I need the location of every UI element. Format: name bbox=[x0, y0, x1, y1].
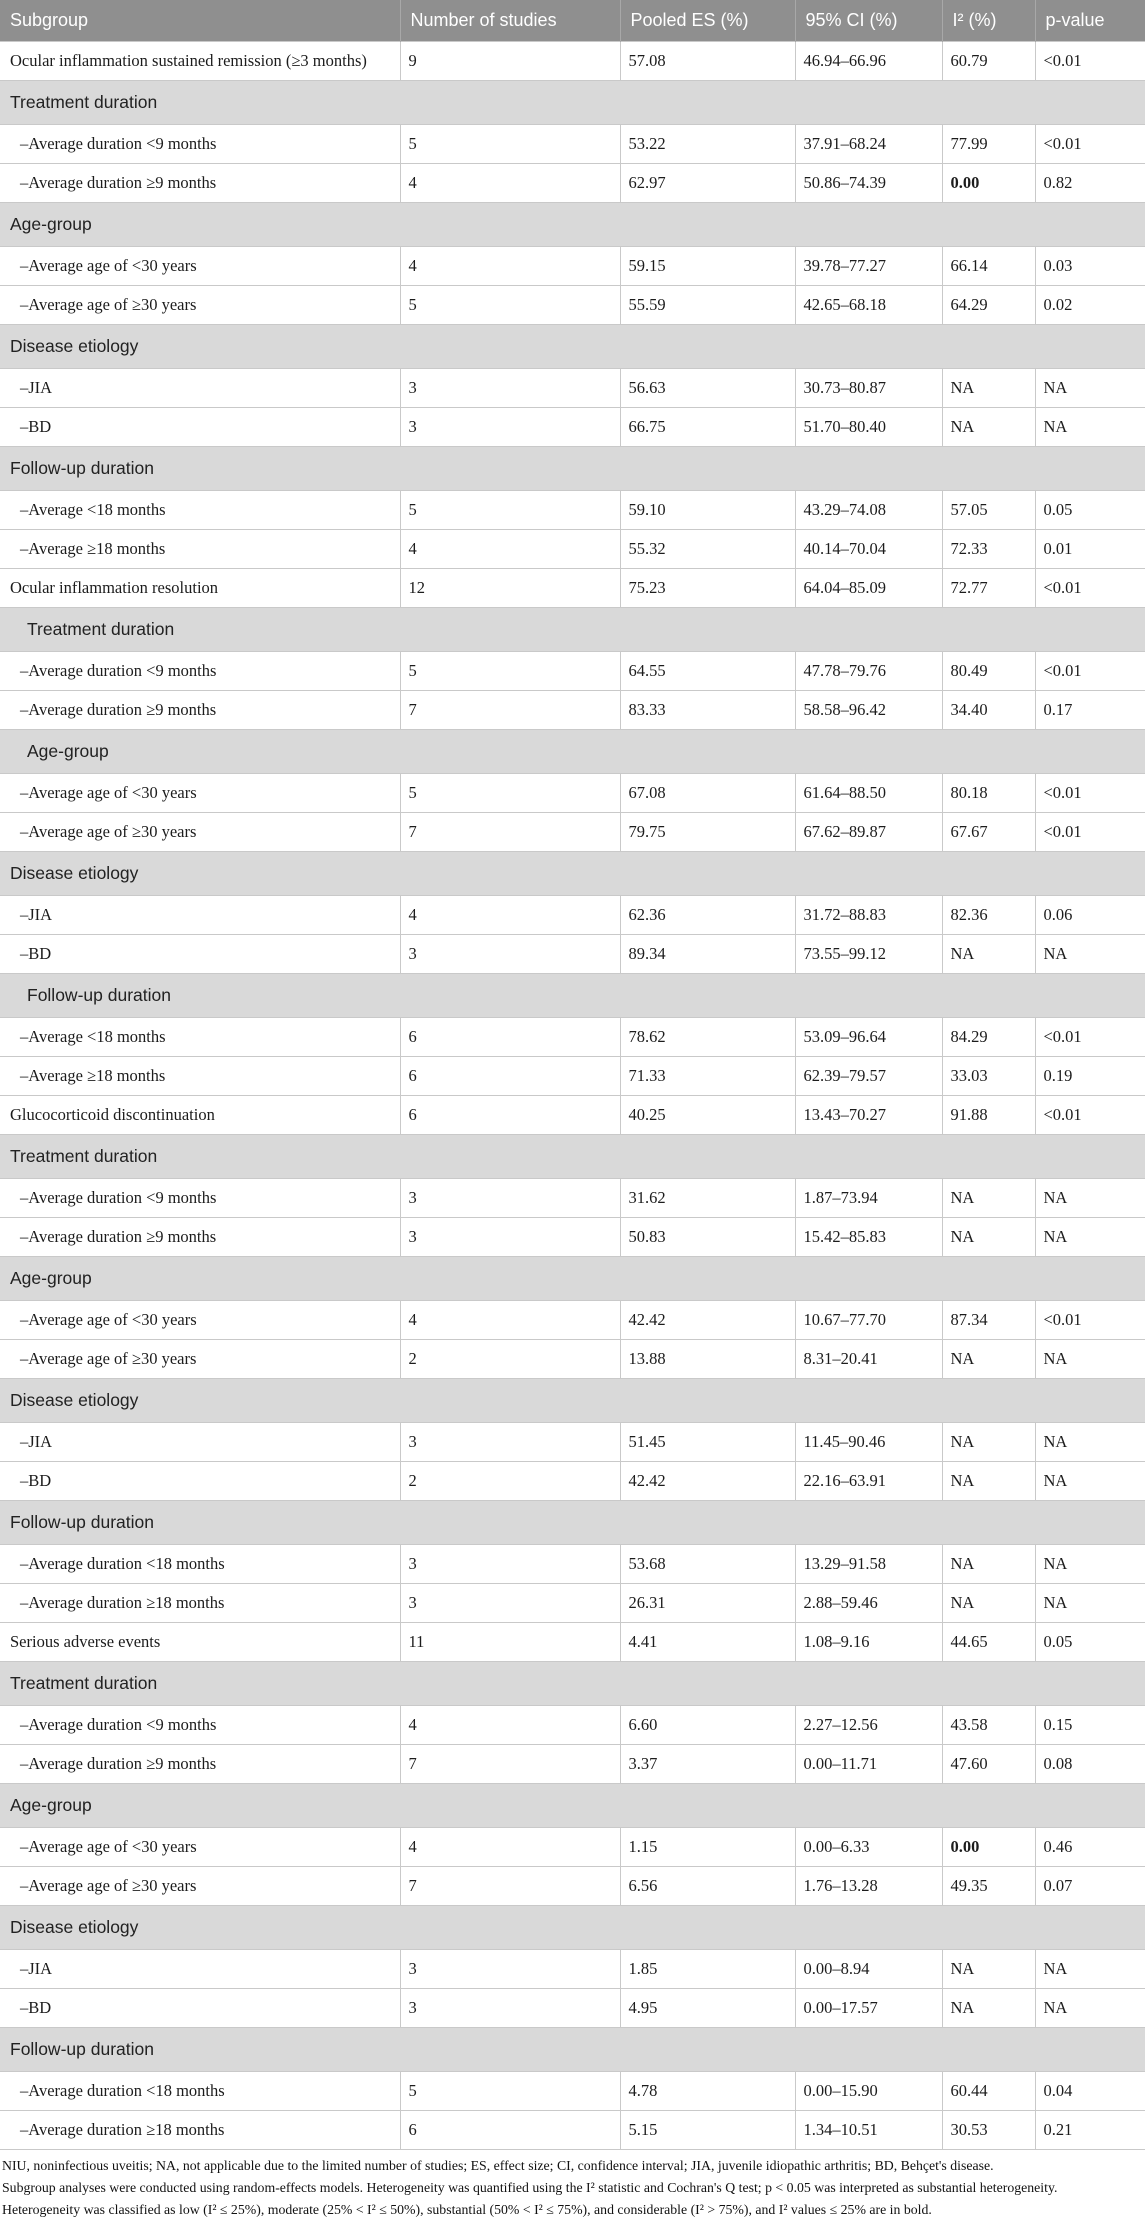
section-label: Disease etiology bbox=[0, 852, 1145, 896]
ci-cell: 67.62–89.87 bbox=[795, 813, 942, 852]
table-row bbox=[0, 1179, 1145, 1218]
subgroup-cell: –Average duration <9 months bbox=[0, 652, 400, 691]
i2-cell: NA bbox=[942, 369, 1035, 408]
p-value-cell: 0.17 bbox=[1035, 691, 1145, 730]
section-label: Disease etiology bbox=[0, 1379, 1145, 1423]
n-studies-cell: 5 bbox=[400, 286, 620, 325]
pooled-es-cell: 71.33 bbox=[620, 1057, 795, 1096]
i2-cell: 0.00 bbox=[942, 1828, 1035, 1867]
n-studies-cell: 12 bbox=[400, 569, 620, 608]
table-row bbox=[0, 1423, 1145, 1462]
p-value-cell: 0.82 bbox=[1035, 164, 1145, 203]
pooled-es-cell: 4.78 bbox=[620, 2072, 795, 2111]
subgroup-cell: Glucocorticoid discontinuation bbox=[0, 1096, 400, 1135]
table-row bbox=[0, 1462, 1145, 1501]
subgroup-cell: –Average duration <18 months bbox=[0, 1545, 400, 1584]
table-footnotes bbox=[0, 2150, 1145, 2225]
ci-cell: 13.29–91.58 bbox=[795, 1545, 942, 1584]
pooled-es-cell: 51.45 bbox=[620, 1423, 795, 1462]
section-row bbox=[0, 974, 1145, 1018]
table-row bbox=[0, 774, 1145, 813]
ci-cell: 8.31–20.41 bbox=[795, 1340, 942, 1379]
table-row bbox=[0, 286, 1145, 325]
subgroup-cell: –JIA bbox=[0, 1950, 400, 1989]
subgroup-cell: –Average duration ≥18 months bbox=[0, 2111, 400, 2150]
ci-cell: 0.00–6.33 bbox=[795, 1828, 942, 1867]
subgroup-cell: –Average age of ≥30 years bbox=[0, 1867, 400, 1906]
p-value-cell: NA bbox=[1035, 1950, 1145, 1989]
p-value-cell: <0.01 bbox=[1035, 652, 1145, 691]
i2-cell: 57.05 bbox=[942, 491, 1035, 530]
pooled-es-cell: 75.23 bbox=[620, 569, 795, 608]
p-value-cell: 0.05 bbox=[1035, 1623, 1145, 1662]
subgroup-cell: –Average age of <30 years bbox=[0, 1301, 400, 1340]
col-header-subgroup: Subgroup bbox=[0, 0, 400, 42]
section-label: Age-group bbox=[0, 1784, 1145, 1828]
table-row bbox=[0, 125, 1145, 164]
ci-cell: 1.76–13.28 bbox=[795, 1867, 942, 1906]
subgroup-cell: –Average ≥18 months bbox=[0, 1057, 400, 1096]
table-row bbox=[0, 1989, 1145, 2028]
section-row bbox=[0, 608, 1145, 652]
subgroup-cell: –Average duration ≥9 months bbox=[0, 1218, 400, 1257]
i2-cell: NA bbox=[942, 1179, 1035, 1218]
ci-cell: 37.91–68.24 bbox=[795, 125, 942, 164]
section-row bbox=[0, 81, 1145, 125]
subgroup-cell: –Average duration <18 months bbox=[0, 2072, 400, 2111]
ci-cell: 11.45–90.46 bbox=[795, 1423, 942, 1462]
col-header-i2: I² (%) bbox=[942, 0, 1035, 42]
pooled-es-cell: 62.36 bbox=[620, 896, 795, 935]
n-studies-cell: 3 bbox=[400, 1989, 620, 2028]
p-value-cell: <0.01 bbox=[1035, 125, 1145, 164]
i2-cell: 0.00 bbox=[942, 164, 1035, 203]
subgroup-cell: –BD bbox=[0, 408, 400, 447]
section-label: Treatment duration bbox=[0, 1135, 1145, 1179]
i2-cell: NA bbox=[942, 1218, 1035, 1257]
section-row bbox=[0, 1784, 1145, 1828]
subgroup-cell: –Average age of <30 years bbox=[0, 1828, 400, 1867]
pooled-es-cell: 55.59 bbox=[620, 286, 795, 325]
i2-cell: NA bbox=[942, 1423, 1035, 1462]
pooled-es-cell: 55.32 bbox=[620, 530, 795, 569]
n-studies-cell: 7 bbox=[400, 691, 620, 730]
section-label: Disease etiology bbox=[0, 325, 1145, 369]
pooled-es-cell: 53.22 bbox=[620, 125, 795, 164]
section-row bbox=[0, 1257, 1145, 1301]
ci-cell: 73.55–99.12 bbox=[795, 935, 942, 974]
n-studies-cell: 4 bbox=[400, 1301, 620, 1340]
n-studies-cell: 3 bbox=[400, 1584, 620, 1623]
p-value-cell: 0.04 bbox=[1035, 2072, 1145, 2111]
subgroup-cell: –Average duration <9 months bbox=[0, 1706, 400, 1745]
ci-cell: 0.00–17.57 bbox=[795, 1989, 942, 2028]
table-row bbox=[0, 813, 1145, 852]
p-value-cell: NA bbox=[1035, 1340, 1145, 1379]
subgroup-cell: Ocular inflammation sustained remission (≥3 months) bbox=[0, 42, 400, 81]
table-row bbox=[0, 1057, 1145, 1096]
n-studies-cell: 5 bbox=[400, 125, 620, 164]
n-studies-cell: 6 bbox=[400, 1057, 620, 1096]
n-studies-cell: 4 bbox=[400, 247, 620, 286]
subgroup-cell: –BD bbox=[0, 935, 400, 974]
table-row bbox=[0, 1745, 1145, 1784]
ci-cell: 58.58–96.42 bbox=[795, 691, 942, 730]
table-row bbox=[0, 2111, 1145, 2150]
ci-cell: 2.27–12.56 bbox=[795, 1706, 942, 1745]
n-studies-cell: 6 bbox=[400, 1018, 620, 1057]
p-value-cell: NA bbox=[1035, 408, 1145, 447]
footnote-heterogeneity-classification: Heterogeneity was classified as low (I² ≤ 25%), moderate (25% < I² ≤ 50%), substantial (50% < I² ≤ 75%), and considerable (I² > 75%), and I² values ≤ 25% are in bold. bbox=[2, 2202, 932, 2218]
table-row bbox=[0, 1340, 1145, 1379]
section-row bbox=[0, 447, 1145, 491]
i2-cell: NA bbox=[942, 1545, 1035, 1584]
n-studies-cell: 3 bbox=[400, 408, 620, 447]
ci-cell: 31.72–88.83 bbox=[795, 896, 942, 935]
subgroup-cell: –Average duration ≥18 months bbox=[0, 1584, 400, 1623]
i2-cell: 44.65 bbox=[942, 1623, 1035, 1662]
ci-cell: 1.87–73.94 bbox=[795, 1179, 942, 1218]
p-value-cell: NA bbox=[1035, 1462, 1145, 1501]
ci-cell: 15.42–85.83 bbox=[795, 1218, 942, 1257]
n-studies-cell: 11 bbox=[400, 1623, 620, 1662]
ci-cell: 1.08–9.16 bbox=[795, 1623, 942, 1662]
n-studies-cell: 3 bbox=[400, 369, 620, 408]
ci-cell: 30.73–80.87 bbox=[795, 369, 942, 408]
ci-cell: 13.43–70.27 bbox=[795, 1096, 942, 1135]
n-studies-cell: 9 bbox=[400, 42, 620, 81]
subgroup-cell: –JIA bbox=[0, 369, 400, 408]
pooled-es-cell: 6.56 bbox=[620, 1867, 795, 1906]
n-studies-cell: 3 bbox=[400, 1950, 620, 1989]
table-row bbox=[0, 1623, 1145, 1662]
pooled-es-cell: 6.60 bbox=[620, 1706, 795, 1745]
pooled-es-cell: 1.15 bbox=[620, 1828, 795, 1867]
section-label: Age-group bbox=[0, 1257, 1145, 1301]
pooled-es-cell: 83.33 bbox=[620, 691, 795, 730]
n-studies-cell: 7 bbox=[400, 1867, 620, 1906]
i2-cell: 34.40 bbox=[942, 691, 1035, 730]
p-value-cell: 0.01 bbox=[1035, 530, 1145, 569]
subgroup-cell: –Average duration <9 months bbox=[0, 1179, 400, 1218]
pooled-es-cell: 3.37 bbox=[620, 1745, 795, 1784]
table-row bbox=[0, 369, 1145, 408]
pooled-es-cell: 89.34 bbox=[620, 935, 795, 974]
p-value-cell: <0.01 bbox=[1035, 813, 1145, 852]
ci-cell: 1.34–10.51 bbox=[795, 2111, 942, 2150]
section-label: Follow-up duration bbox=[0, 2028, 1145, 2072]
table-row bbox=[0, 1584, 1145, 1623]
ci-cell: 0.00–11.71 bbox=[795, 1745, 942, 1784]
table-row bbox=[0, 569, 1145, 608]
pooled-es-cell: 64.55 bbox=[620, 652, 795, 691]
p-value-cell: <0.01 bbox=[1035, 42, 1145, 81]
i2-cell: 66.14 bbox=[942, 247, 1035, 286]
pooled-es-cell: 42.42 bbox=[620, 1301, 795, 1340]
table-row bbox=[0, 1828, 1145, 1867]
table-body bbox=[0, 42, 1145, 2150]
pooled-es-cell: 67.08 bbox=[620, 774, 795, 813]
p-value-cell: <0.01 bbox=[1035, 1018, 1145, 1057]
pooled-es-cell: 50.83 bbox=[620, 1218, 795, 1257]
p-value-cell: <0.01 bbox=[1035, 569, 1145, 608]
n-studies-cell: 5 bbox=[400, 774, 620, 813]
subgroup-cell: –BD bbox=[0, 1462, 400, 1501]
ci-cell: 22.16–63.91 bbox=[795, 1462, 942, 1501]
n-studies-cell: 4 bbox=[400, 530, 620, 569]
i2-cell: 30.53 bbox=[942, 2111, 1035, 2150]
p-value-cell: 0.02 bbox=[1035, 286, 1145, 325]
n-studies-cell: 5 bbox=[400, 491, 620, 530]
p-value-cell: NA bbox=[1035, 935, 1145, 974]
i2-cell: 77.99 bbox=[942, 125, 1035, 164]
i2-cell: 80.49 bbox=[942, 652, 1035, 691]
section-label: Treatment duration bbox=[0, 81, 1145, 125]
section-row bbox=[0, 1501, 1145, 1545]
i2-cell: NA bbox=[942, 408, 1035, 447]
table-row bbox=[0, 2072, 1145, 2111]
i2-cell: NA bbox=[942, 1989, 1035, 2028]
ci-cell: 39.78–77.27 bbox=[795, 247, 942, 286]
n-studies-cell: 6 bbox=[400, 2111, 620, 2150]
table-row bbox=[0, 691, 1145, 730]
col-header-pooled-es: Pooled ES (%) bbox=[620, 0, 795, 42]
i2-cell: 72.77 bbox=[942, 569, 1035, 608]
p-value-cell: 0.05 bbox=[1035, 491, 1145, 530]
table-row bbox=[0, 1867, 1145, 1906]
n-studies-cell: 3 bbox=[400, 1423, 620, 1462]
p-value-cell: 0.03 bbox=[1035, 247, 1145, 286]
col-header-ci: 95% CI (%) bbox=[795, 0, 942, 42]
p-value-cell: NA bbox=[1035, 1989, 1145, 2028]
footnote-methods: Subgroup analyses were conducted using random-effects models. Heterogeneity was quantified using the I² statistic and Cochran's Q test; p < 0.05 was interpreted as substantial heterogeneity. bbox=[2, 2180, 1058, 2196]
n-studies-cell: 3 bbox=[400, 935, 620, 974]
n-studies-cell: 3 bbox=[400, 1218, 620, 1257]
pooled-es-cell: 40.25 bbox=[620, 1096, 795, 1135]
table-row bbox=[0, 935, 1145, 974]
section-label: Treatment duration bbox=[0, 1662, 1145, 1706]
i2-cell: NA bbox=[942, 1950, 1035, 1989]
n-studies-cell: 7 bbox=[400, 813, 620, 852]
table-row bbox=[0, 1301, 1145, 1340]
ci-cell: 50.86–74.39 bbox=[795, 164, 942, 203]
i2-cell: 91.88 bbox=[942, 1096, 1035, 1135]
table-row bbox=[0, 652, 1145, 691]
i2-cell: 33.03 bbox=[942, 1057, 1035, 1096]
i2-cell: 47.60 bbox=[942, 1745, 1035, 1784]
i2-cell: 43.58 bbox=[942, 1706, 1035, 1745]
p-value-cell: <0.01 bbox=[1035, 774, 1145, 813]
subgroup-cell: Serious adverse events bbox=[0, 1623, 400, 1662]
ci-cell: 46.94–66.96 bbox=[795, 42, 942, 81]
p-value-cell: 0.46 bbox=[1035, 1828, 1145, 1867]
ci-cell: 51.70–80.40 bbox=[795, 408, 942, 447]
col-header-p-value: p-value bbox=[1035, 0, 1145, 42]
i2-cell: 67.67 bbox=[942, 813, 1035, 852]
p-value-cell: NA bbox=[1035, 1584, 1145, 1623]
pooled-es-cell: 4.41 bbox=[620, 1623, 795, 1662]
p-value-cell: NA bbox=[1035, 1423, 1145, 1462]
n-studies-cell: 2 bbox=[400, 1462, 620, 1501]
col-header-number-of-studies: Number of studies bbox=[400, 0, 620, 42]
ci-cell: 42.65–68.18 bbox=[795, 286, 942, 325]
p-value-cell: NA bbox=[1035, 1179, 1145, 1218]
i2-cell: NA bbox=[942, 935, 1035, 974]
pooled-es-cell: 26.31 bbox=[620, 1584, 795, 1623]
table-row bbox=[0, 1018, 1145, 1057]
table-row bbox=[0, 1096, 1145, 1135]
table-row bbox=[0, 247, 1145, 286]
p-value-cell: 0.06 bbox=[1035, 896, 1145, 935]
subgroup-cell: –Average age of <30 years bbox=[0, 774, 400, 813]
n-studies-cell: 7 bbox=[400, 1745, 620, 1784]
section-row bbox=[0, 730, 1145, 774]
pooled-es-cell: 56.63 bbox=[620, 369, 795, 408]
section-label: Disease etiology bbox=[0, 1906, 1145, 1950]
i2-cell: 87.34 bbox=[942, 1301, 1035, 1340]
table-header bbox=[0, 0, 1145, 42]
subgroup-cell: –BD bbox=[0, 1989, 400, 2028]
n-studies-cell: 6 bbox=[400, 1096, 620, 1135]
section-row bbox=[0, 852, 1145, 896]
pooled-es-cell: 53.68 bbox=[620, 1545, 795, 1584]
subgroup-cell: –Average age of ≥30 years bbox=[0, 1340, 400, 1379]
i2-cell: NA bbox=[942, 1340, 1035, 1379]
subgroup-cell: –Average age of <30 years bbox=[0, 247, 400, 286]
i2-cell: 80.18 bbox=[942, 774, 1035, 813]
n-studies-cell: 4 bbox=[400, 164, 620, 203]
i2-cell: NA bbox=[942, 1462, 1035, 1501]
pooled-es-cell: 59.10 bbox=[620, 491, 795, 530]
section-row bbox=[0, 1662, 1145, 1706]
ci-cell: 64.04–85.09 bbox=[795, 569, 942, 608]
i2-cell: 82.36 bbox=[942, 896, 1035, 935]
p-value-cell: 0.15 bbox=[1035, 1706, 1145, 1745]
pooled-es-cell: 66.75 bbox=[620, 408, 795, 447]
subgroup-cell: –Average <18 months bbox=[0, 1018, 400, 1057]
i2-cell: 84.29 bbox=[942, 1018, 1035, 1057]
section-row bbox=[0, 1906, 1145, 1950]
n-studies-cell: 4 bbox=[400, 1706, 620, 1745]
pooled-es-cell: 31.62 bbox=[620, 1179, 795, 1218]
table-row bbox=[0, 491, 1145, 530]
table-row bbox=[0, 1950, 1145, 1989]
p-value-cell: 0.19 bbox=[1035, 1057, 1145, 1096]
n-studies-cell: 2 bbox=[400, 1340, 620, 1379]
ci-cell: 0.00–15.90 bbox=[795, 2072, 942, 2111]
ci-cell: 61.64–88.50 bbox=[795, 774, 942, 813]
subgroup-cell: –Average duration <9 months bbox=[0, 125, 400, 164]
pooled-es-cell: 42.42 bbox=[620, 1462, 795, 1501]
subgroup-cell: Ocular inflammation resolution bbox=[0, 569, 400, 608]
section-label: Follow-up duration bbox=[0, 1501, 1145, 1545]
section-row bbox=[0, 1135, 1145, 1179]
subgroup-cell: –Average duration ≥9 months bbox=[0, 691, 400, 730]
n-studies-cell: 4 bbox=[400, 1828, 620, 1867]
ci-cell: 62.39–79.57 bbox=[795, 1057, 942, 1096]
subgroup-cell: –JIA bbox=[0, 1423, 400, 1462]
n-studies-cell: 5 bbox=[400, 652, 620, 691]
table-row bbox=[0, 42, 1145, 81]
section-label: Treatment duration bbox=[0, 608, 1145, 652]
table-row bbox=[0, 1218, 1145, 1257]
pooled-es-cell: 62.97 bbox=[620, 164, 795, 203]
subgroup-cell: –Average <18 months bbox=[0, 491, 400, 530]
subgroup-cell: –Average age of ≥30 years bbox=[0, 813, 400, 852]
section-row bbox=[0, 2028, 1145, 2072]
pooled-es-cell: 57.08 bbox=[620, 42, 795, 81]
n-studies-cell: 3 bbox=[400, 1545, 620, 1584]
table-row bbox=[0, 1706, 1145, 1745]
pooled-es-cell: 59.15 bbox=[620, 247, 795, 286]
n-studies-cell: 3 bbox=[400, 1179, 620, 1218]
p-value-cell: 0.07 bbox=[1035, 1867, 1145, 1906]
header-row bbox=[0, 0, 1145, 42]
table-row bbox=[0, 164, 1145, 203]
section-label: Follow-up duration bbox=[0, 974, 1145, 1018]
i2-cell: 72.33 bbox=[942, 530, 1035, 569]
pooled-es-cell: 1.85 bbox=[620, 1950, 795, 1989]
ci-cell: 10.67–77.70 bbox=[795, 1301, 942, 1340]
i2-cell: 49.35 bbox=[942, 1867, 1035, 1906]
n-studies-cell: 5 bbox=[400, 2072, 620, 2111]
section-row bbox=[0, 325, 1145, 369]
ci-cell: 43.29–74.08 bbox=[795, 491, 942, 530]
ci-cell: 53.09–96.64 bbox=[795, 1018, 942, 1057]
section-label: Follow-up duration bbox=[0, 447, 1145, 491]
p-value-cell: NA bbox=[1035, 1545, 1145, 1584]
pooled-es-cell: 78.62 bbox=[620, 1018, 795, 1057]
section-label: Age-group bbox=[0, 203, 1145, 247]
p-value-cell: <0.01 bbox=[1035, 1301, 1145, 1340]
subgroup-cell: –JIA bbox=[0, 896, 400, 935]
subgroup-cell: –Average duration ≥9 months bbox=[0, 1745, 400, 1784]
i2-cell: NA bbox=[942, 1584, 1035, 1623]
table-row bbox=[0, 1545, 1145, 1584]
p-value-cell: <0.01 bbox=[1035, 1096, 1145, 1135]
p-value-cell: NA bbox=[1035, 369, 1145, 408]
p-value-cell: 0.21 bbox=[1035, 2111, 1145, 2150]
ci-cell: 0.00–8.94 bbox=[795, 1950, 942, 1989]
table-row bbox=[0, 896, 1145, 935]
table-row bbox=[0, 530, 1145, 569]
ci-cell: 2.88–59.46 bbox=[795, 1584, 942, 1623]
subgroup-cell: –Average ≥18 months bbox=[0, 530, 400, 569]
ci-cell: 47.78–79.76 bbox=[795, 652, 942, 691]
section-label: Age-group bbox=[0, 730, 1145, 774]
pooled-es-cell: 4.95 bbox=[620, 1989, 795, 2028]
subgroup-cell: –Average age of ≥30 years bbox=[0, 286, 400, 325]
footnote-abbreviations: NIU, noninfectious uveitis; NA, not applicable due to the limited number of studies; ES, effect size; CI, confidence interval; JIA, juvenile idiopathic arthritis; BD, Behçet's disease. bbox=[2, 2158, 994, 2173]
p-value-cell: NA bbox=[1035, 1218, 1145, 1257]
section-row bbox=[0, 1379, 1145, 1423]
pooled-es-cell: 5.15 bbox=[620, 2111, 795, 2150]
subgroup-cell: –Average duration ≥9 months bbox=[0, 164, 400, 203]
pooled-es-cell: 79.75 bbox=[620, 813, 795, 852]
section-row bbox=[0, 203, 1145, 247]
n-studies-cell: 4 bbox=[400, 896, 620, 935]
table-row bbox=[0, 408, 1145, 447]
ci-cell: 40.14–70.04 bbox=[795, 530, 942, 569]
i2-cell: 60.79 bbox=[942, 42, 1035, 81]
i2-cell: 60.44 bbox=[942, 2072, 1035, 2111]
p-value-cell: 0.08 bbox=[1035, 1745, 1145, 1784]
i2-cell: 64.29 bbox=[942, 286, 1035, 325]
pooled-es-cell: 13.88 bbox=[620, 1340, 795, 1379]
